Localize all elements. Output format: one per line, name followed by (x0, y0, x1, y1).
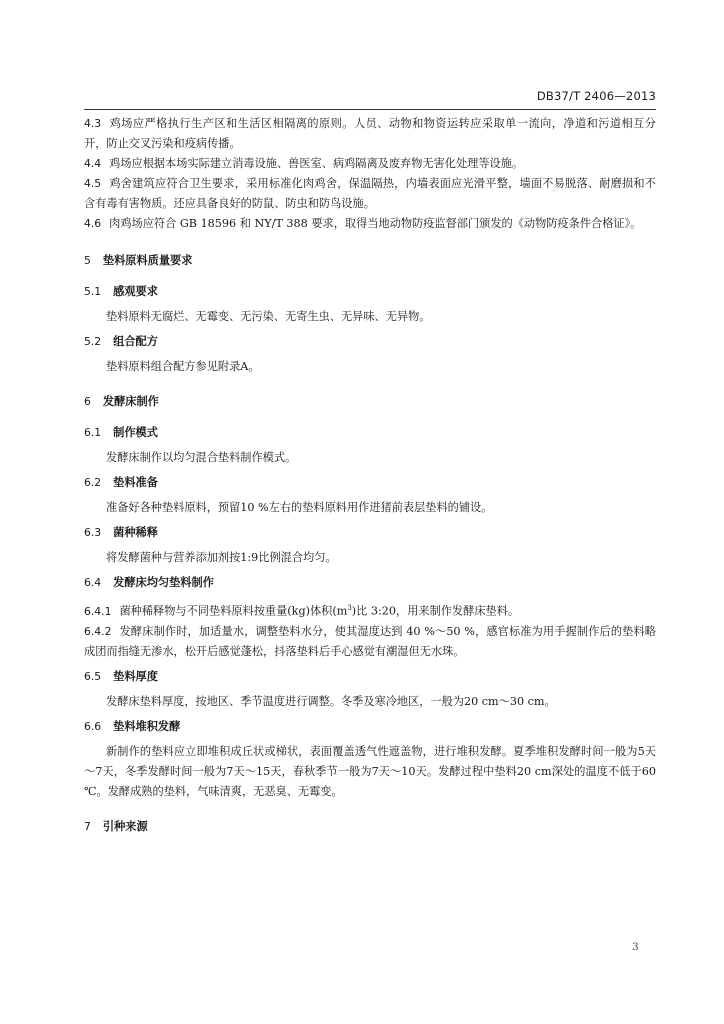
header-rule (84, 109, 656, 110)
clause-text: )比 3:20，用来制作发酵床垫料。 (351, 604, 520, 618)
clause-4-6 (84, 214, 656, 234)
section-5-1-heading: 5.1 感观要求 (84, 285, 158, 298)
section-6-5-text: 发酵床垫料厚度，按地区、季节温度进行调整。冬季及寒冷地区，一般为20 cm～30 cm。 (106, 694, 556, 708)
clause-text: 鸡场应严格执行生产区和生活区相隔离的原则。人员、动物和物资运转应采取单一流向，净道和污道相互分开，防止交叉污染和疫病传播。 (84, 117, 656, 150)
page-number: 3 (632, 941, 639, 953)
clause-number: 6.4.2 (84, 624, 112, 638)
clause-number: 4.6 (84, 217, 102, 230)
section-6-2-heading: 6.2 垫料准备 (84, 476, 158, 489)
clause-number: 6.4.1 (84, 604, 112, 618)
clause-number: 4.4 (84, 157, 102, 170)
section-6-5-heading: 6.5 垫料厚度 (84, 669, 158, 683)
section-6-1-text: 发酵床制作以均匀混合垫料制作模式。 (106, 451, 297, 464)
section-5-2-heading: 5.2 组合配方 (84, 335, 158, 348)
section-6-4-heading: 6.4 发酵床均匀垫料制作 (84, 576, 214, 589)
clause-text: 鸡舍建筑应符合卫生要求，采用标准化肉鸡舍，保温隔热，内墙表面应光滑平整，墙面不易脱落、耐磨损和不含有毒有害物质。还应具备良好的防鼠、防虫和防鸟设施。 (84, 177, 656, 210)
clause-4-5 (84, 174, 656, 214)
clause-number: 4.3 (84, 117, 102, 130)
document-body (84, 114, 656, 837)
superscript: 3 (347, 604, 352, 612)
clause-text: 鸡场应根据本场实际建立消毒设施、兽医室、病鸡隔离及废弃物无害化处理等设施。 (109, 157, 524, 170)
section-7-heading: 7 引种来源 (84, 819, 148, 833)
clause-text: 菌种稀释物与不同垫料原料按重量(kg)体积(m (119, 604, 348, 618)
section-5-heading: 5 垫料原料质量要求 (84, 254, 193, 267)
clause-4-4 (84, 154, 656, 174)
clause-text: 发酵床制作时，加适量水，调整垫料水分，使其湿度达到 40 %～50 %，感官标准为用手握制作后的垫料略成团而指缝无渗水，松开后感觉蓬松，抖落垫料后手心感觉有潮湿但无水珠。 (84, 624, 656, 658)
section-6-1-heading: 6.1 制作模式 (84, 426, 158, 439)
section-6-6-text: 新制作的垫料应立即堆积成丘状或梯状，表面覆盖透气性遮盖物，进行堆积发酵。夏季堆积发酵时间一般为5天～7天，冬季发酵时间一般为7天～15天，春秋季节一般为7天～10天。发酵过程中垫料20 cm深处的温度不低于60 ℃。发酵成熟的垫料，气味清爽，无恶臭、无霉变。 (84, 744, 656, 798)
section-6-heading: 6 发酵床制作 (84, 395, 159, 408)
section-6-3-text: 将发酵菌种与营养添加剂按1:9比例混合均匀。 (106, 551, 337, 564)
clause-text: 肉鸡场应符合 GB 18596 和 NY/T 388 要求，取得当地动物防疫监督部门颁发的《动物防疫条件合格证》。 (109, 217, 642, 230)
clause-number: 4.5 (84, 177, 102, 190)
clause-6-4-1 (84, 598, 656, 622)
document-code: DB37/T 2406—2013 (536, 89, 656, 103)
section-6-2-text: 准备好各种垫料原料，预留10 %左右的垫料原料用作进猪前表层垫料的铺设。 (106, 501, 493, 514)
section-6-3-heading: 6.3 菌种稀释 (84, 526, 158, 539)
clause-6-4-2 (84, 622, 656, 662)
section-5-2-text: 垫料原料组合配方参见附录A。 (106, 360, 260, 373)
section-6-6-heading: 6.6 垫料堆积发酵 (84, 719, 181, 733)
section-5-1-text: 垫料原料无腐烂、无霉变、无污染、无寄生虫、无异味、无异物。 (106, 310, 431, 323)
clause-4-3 (84, 114, 656, 154)
